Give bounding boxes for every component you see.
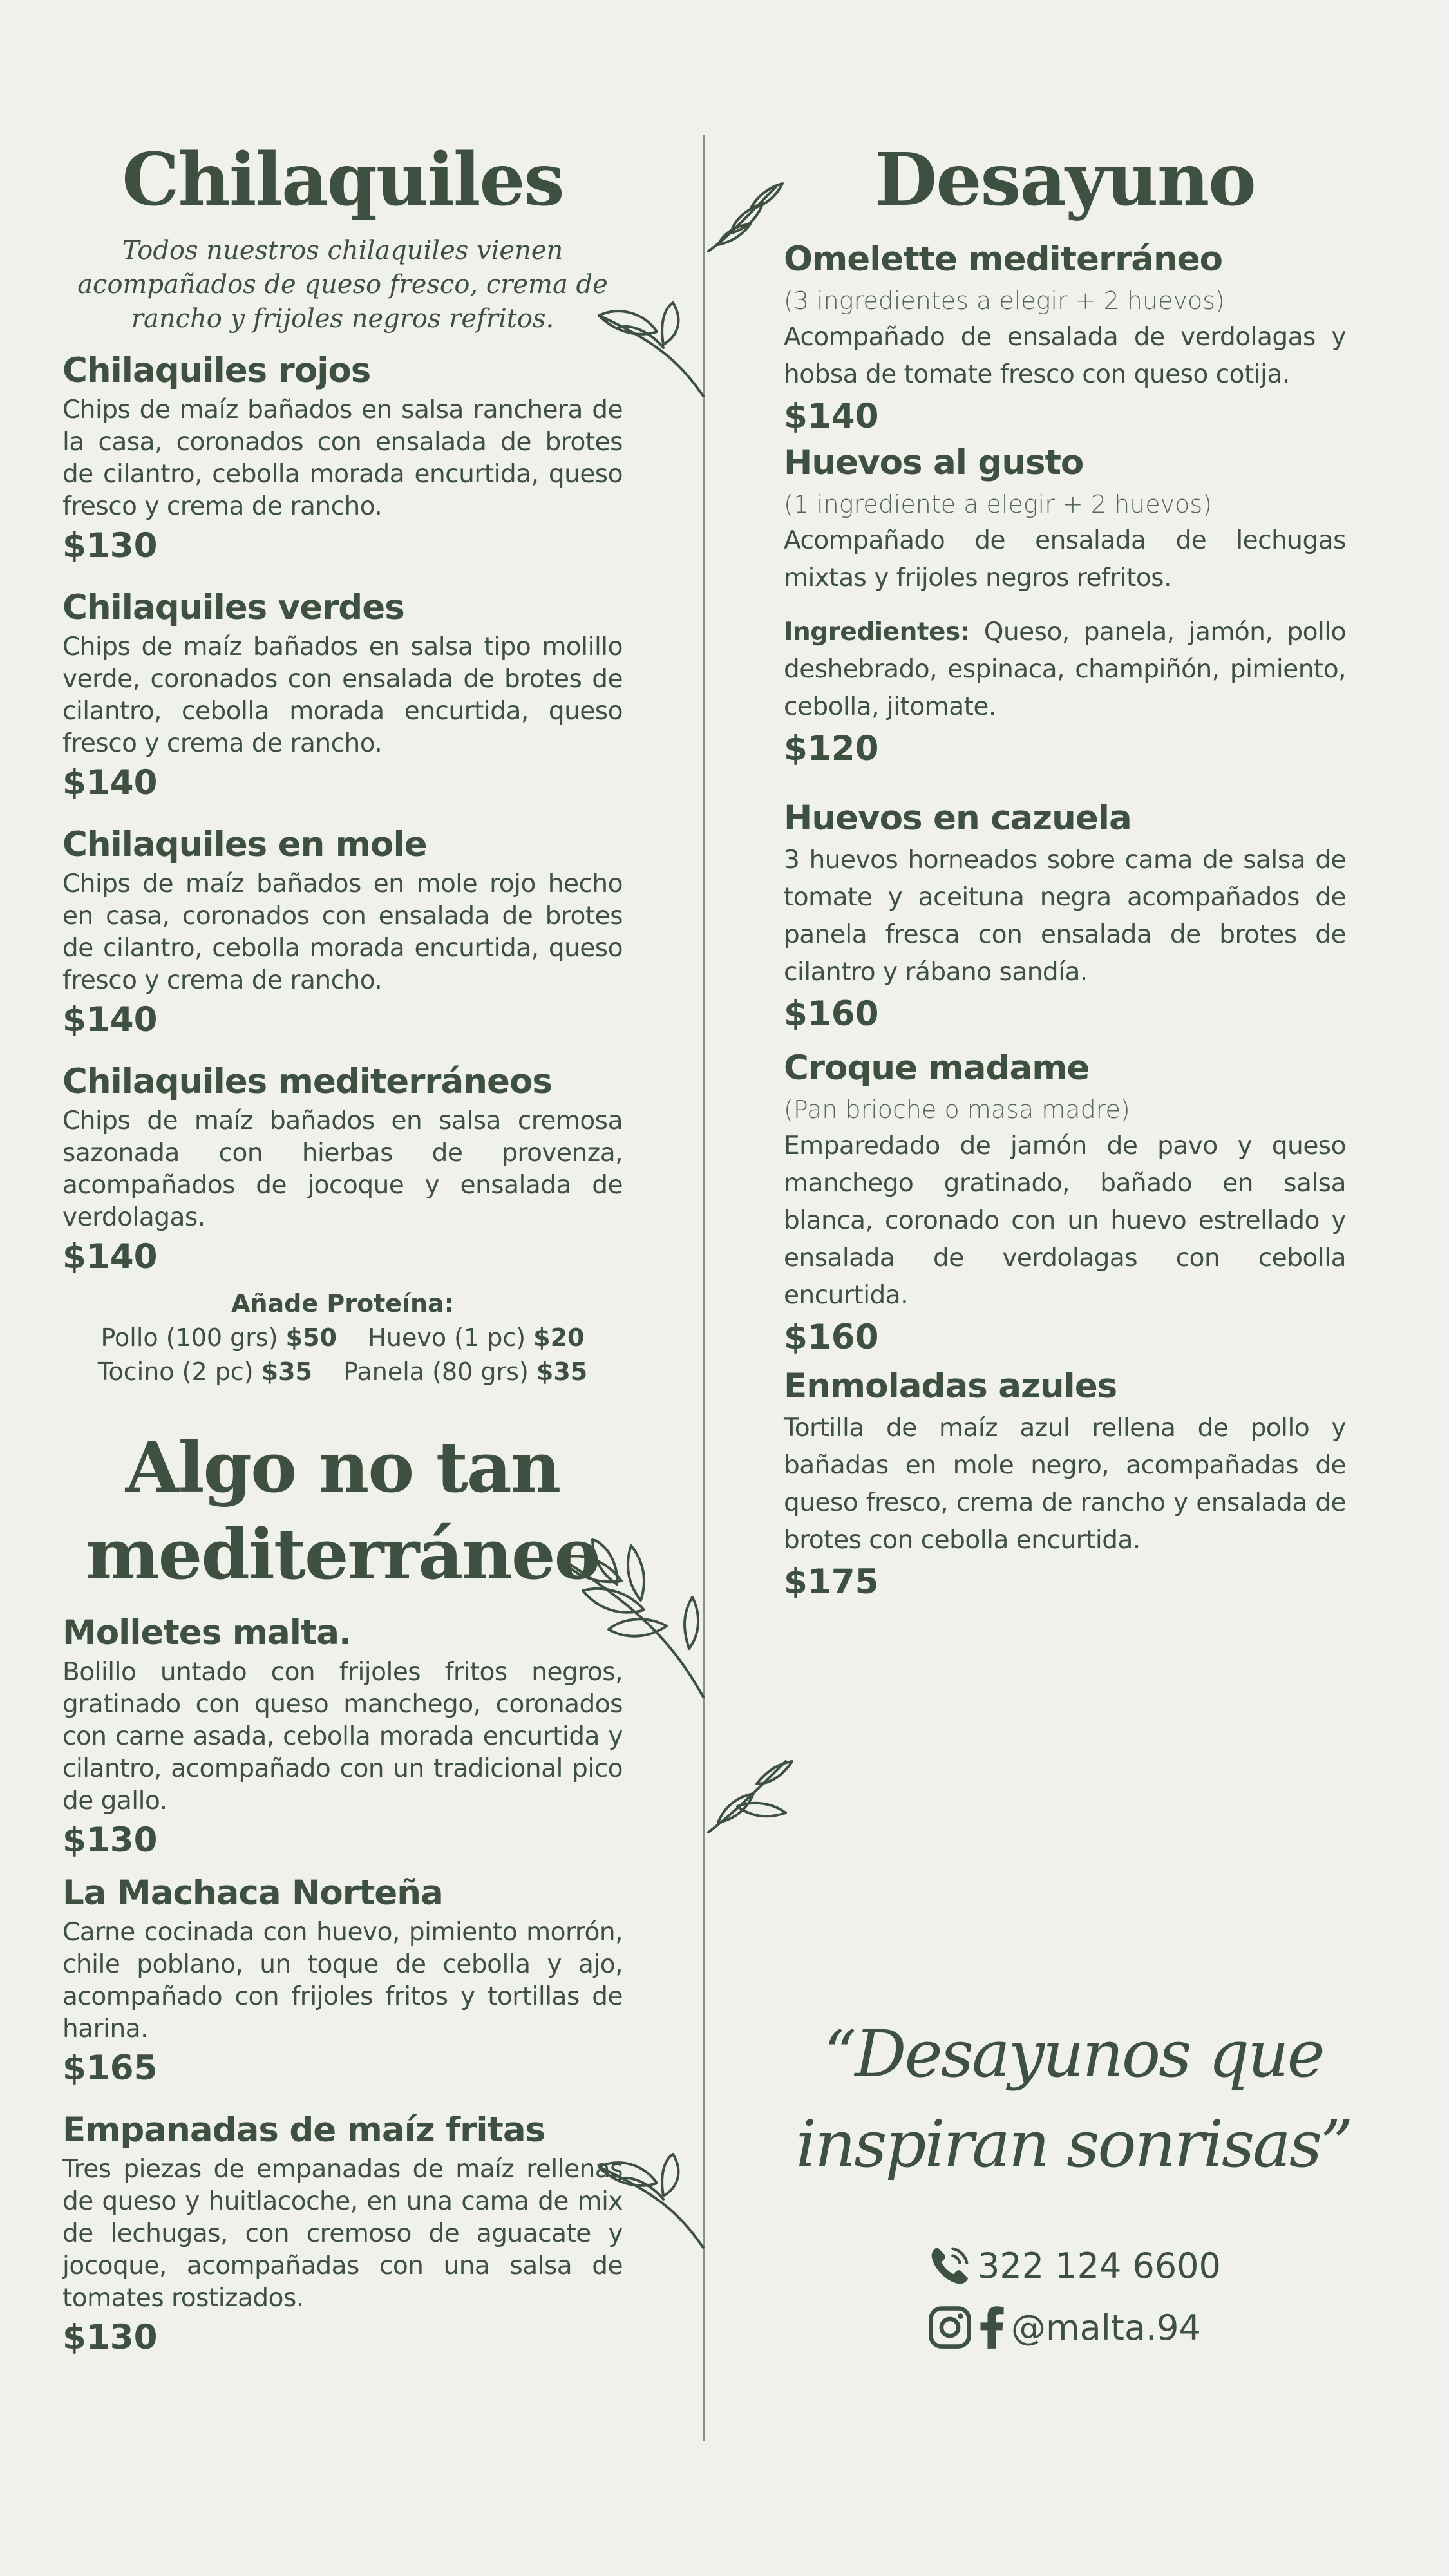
addon-label: Panela (80 grs) [343,1358,529,1386]
phone-icon [927,2243,972,2288]
dish-name: La Machaca Norteña [62,1873,443,1913]
dish-price: $140 [62,763,158,802]
dish-name: Huevos al gusto [784,443,1084,482]
menu-item [62,822,623,1043]
addon-price: $20 [533,1323,585,1352]
algo-title-line1: Algo no tan [125,1427,560,1508]
dish-description: 3 huevos horneados sobre cama de salsa de tomate y aceituna negra acompañados de panela fresca con ensalada de brotes de cilantro y rábano sandía. [784,846,1346,987]
dish-price: $130 [62,1821,158,1860]
dish-name: Omelette mediterráneo [784,240,1223,279]
menu-item [62,1610,623,1864]
dish-name: Huevos en cazuela [784,799,1132,838]
tagline-quote [784,2009,1363,2190]
leaf-sprig-icon [705,174,789,258]
menu-item [784,1045,1346,1361]
dish-description: Chips de maíz bañados en salsa ranchera de la casa, coronados con ensalada de brotes de cilantro, cebolla morada encurtida, queso fresco y crema de rancho. [62,395,623,521]
dish-price: $165 [62,2049,158,2088]
dish-description: Chips de maíz bañados en salsa tipo molillo verde, coronados con ensalada de brotes de cilantro, cebolla morada encurtida, queso fresco y crema de rancho. [62,632,623,758]
instagram-icon[interactable] [927,2305,972,2350]
social-handle[interactable]: @malta.94 [1011,2307,1201,2348]
menu-item [784,236,1346,440]
facebook-icon[interactable] [978,2305,1006,2350]
protein-addons [62,1287,623,1389]
dish-description: Acompañado de ensalada de verdolagas y hobsa de tomate fresco con queso cotija. [784,323,1346,389]
dish-name: Chilaquiles verdes [62,588,404,627]
dish-price: $130 [62,526,158,565]
dish-price: $140 [62,1237,158,1276]
addon-label: Huevo (1 pc) [368,1323,526,1352]
dish-price: $160 [784,1318,879,1357]
dish-name: Empanadas de maíz fritas [62,2110,545,2150]
dish-price: $130 [62,2318,158,2357]
desayuno-title: Desayuno [875,138,1255,222]
menu-item [62,1059,623,1280]
menu-item [62,2107,623,2361]
dish-name: Chilaquiles en mole [62,825,427,864]
dish-price: $120 [784,729,879,768]
addon-price: $35 [536,1358,588,1386]
leaf-sprig-icon [705,1752,795,1835]
dish-description: Tres piezas de empanadas de maíz rellenas de queso y huitlacoche, en una cama de mix de lechugas, con cremoso de aguacate y jocoque, acompañadas con una salsa de tomates rostizados. [62,2155,623,2313]
dish-note: (Pan brioche o masa madre) [784,1095,1130,1124]
dish-description: Acompañado de ensalada de lechugas mixtas y frijoles negros refritos. [784,526,1346,592]
right-column [784,126,1346,1617]
ingredients-list: Queso, panela, jamón, pollo deshebrado, espinaca, champiñón, pimiento, cebolla, jitomate. [784,618,1346,721]
ingredients-label: Ingredientes: [784,618,970,647]
dish-name: Chilaquiles mediterráneos [62,1062,552,1101]
dish-description: Chips de maíz bañados en salsa cremosa sazonada con hierbas de provenza, acompañados de jocoque y ensalada de verdolagas. [62,1106,623,1232]
dish-description: Tortilla de maíz azul rellena de pollo y bañadas en mole negro, acompañadas de queso fresco, crema de rancho y ensalada de brotes con cebolla encurtida. [784,1414,1346,1555]
dish-note: (1 ingrediente a elegir + 2 huevos) [784,490,1213,518]
dish-price: $140 [62,1000,158,1039]
dish-description: Bolillo untado con frijoles fritos negros, gratinado con queso manchego, coronados con carne asada, cebolla morada encurtida y cilantro, acompañado con un tradicional pico de gallo. [62,1658,623,1815]
addons-line [62,1355,623,1389]
dish-name: Croque madame [784,1048,1090,1088]
dish-price: $160 [784,994,879,1034]
menu-item [784,795,1346,1037]
phone-number[interactable]: 322 124 6600 [978,2245,1221,2286]
left-column [62,126,623,2372]
menu-item [784,440,1346,772]
dish-ingredients [784,614,1346,726]
dish-description: Carne cocinada con huevo, pimiento morrón, chile poblano, un toque de cebolla y ajo, acompañado con frijoles fritos y tortillas de harina. [62,1918,623,2043]
dish-description: Chips de maíz bañados en mole rojo hecho en casa, coronados con ensalada de brotes de cilantro, cebolla morada encurtida, queso fresco y crema de rancho. [62,869,623,995]
dish-name: Molletes malta. [62,1613,352,1653]
chilaquiles-title: Chilaquiles [122,138,564,222]
phone-row [927,2235,1221,2297]
algo-title [62,1425,623,1598]
addon-label: Pollo (100 grs) [100,1323,278,1352]
addon-label: Tocino (2 pc) [97,1358,254,1386]
algo-title-line2: mediterráneo [86,1514,600,1595]
center-divider [703,135,705,2441]
menu-item [62,348,623,569]
dish-name: Enmoladas azules [784,1367,1117,1406]
addons-title: Añade Proteína: [231,1289,454,1318]
quote-line2: inspiran sonrisas” [795,2107,1352,2182]
chilaquiles-intro: Todos nuestros chilaquiles vienen acompañados de queso fresco, crema de rancho y frijoles negros refritos. [77,236,608,334]
addon-price: $35 [261,1358,312,1386]
dish-description: Emparedado de jamón de pavo y queso manchego gratinado, bañado en salsa blanca, coronado con un huevo estrellado y ensalada de verdolagas con cebolla encurtida. [784,1132,1346,1310]
quote-line1: “Desayunos que [824,2016,1323,2092]
menu-item [62,585,623,806]
addons-line [62,1321,623,1355]
addon-price: $50 [285,1323,337,1352]
dish-name: Chilaquiles rojos [62,351,371,390]
contact-info [927,2235,1221,2358]
menu-item [62,1870,623,2092]
menu-item [784,1363,1346,1605]
dish-price: $175 [784,1562,879,1602]
social-row [927,2297,1221,2358]
dish-note: (3 ingredientes a elegir + 2 huevos) [784,287,1225,315]
dish-price: $140 [784,397,879,436]
